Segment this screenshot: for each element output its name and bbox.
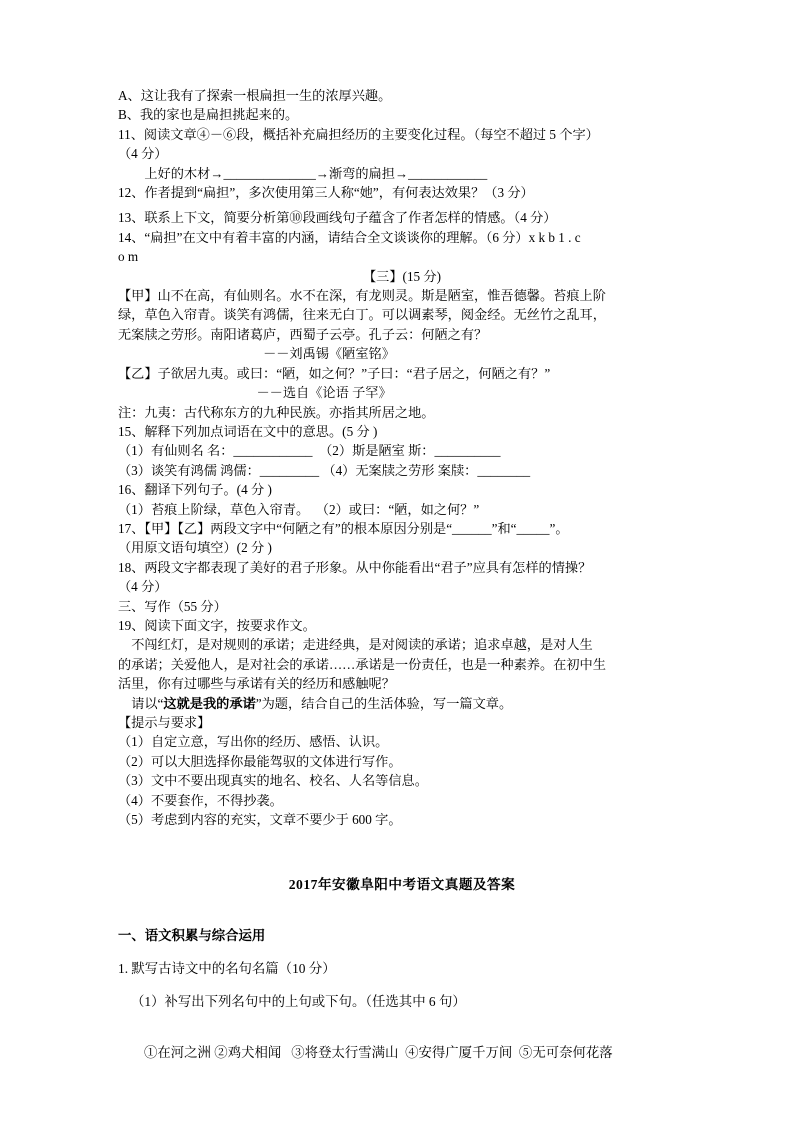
question-19: 19、阅读下面文字，按要求作文。 — [118, 617, 316, 633]
requirements-label: 【提示与要求】 — [118, 715, 211, 730]
question-16: 16、翻译下列句子。(4 分 ) — [118, 482, 272, 498]
question-18-points: （4 分） — [118, 579, 168, 595]
question-15-items-b: （3）谈笑有鸿儒 鸿儒：_________ （4）无案牍之劳形 案牍：________ — [118, 462, 531, 478]
question-11: 11、阅读文章④－⑥段，概括补充扁担经历的主要变化过程。（每空不超过 5 个字） — [118, 126, 599, 142]
answers-title: 2017年安徽阜阳中考语文真题及答案 — [288, 877, 516, 893]
spacer — [118, 946, 686, 958]
annotation-note: 注：九夷：古代称东方的九种民族。亦指其所居之地。 — [118, 404, 435, 420]
requirement-item: （1）自定立意，写出你的经历、感悟、认识。 — [118, 734, 389, 750]
question-13: 13、联系上下文，简要分析第⑩段画线句子蕴含了作者怎样的情感。（4 分） — [118, 210, 557, 226]
spacer — [118, 829, 686, 875]
writing-prompt-line: 不闯红灯，是对规则的承诺；走进经典，是对阅读的承诺；追求卓越，是对人生 — [118, 637, 593, 653]
question-15-items-a: （1）有仙则名 名：____________ （2）斯是陋室 斯：__________ — [118, 443, 501, 459]
question-15: 15、解释下列加点词语在文中的意思。(5 分 ) — [118, 423, 378, 439]
answer-question-1-items: ①在河之洲 ②鸡犬相闻 ③将登太行雪满山 ④安得广厦千万间 ⑤无可奈何花落 — [144, 1044, 613, 1060]
text-jia-attribution: －－刘禹锡《陋室铭》 — [118, 346, 395, 362]
question-14-cont: o m — [118, 249, 139, 265]
text-jia-line: 【甲】山不在高，有仙则名。水不在深，有龙则灵。斯是陋室，惟吾德馨。苔痕上阶 — [118, 288, 606, 304]
requirement-item: （5）考虑到内容的充实，文章不要少于 600 字。 — [118, 812, 402, 828]
text-yi-line: 【乙】子欲居九夷。或曰：“陋，如之何？”子曰：“君子居之，何陋之有？” — [118, 365, 551, 381]
paragraph-line: A、这让我有了探索一根扁担一生的浓厚兴趣。 — [118, 88, 392, 103]
question-18: 18、两段文字都表现了美好的君子形象。从中你能看出“君子”应具有怎样的情操？ — [118, 559, 592, 575]
writing-prompt-line: 活里，你有过哪些与承诺有关的经历和感触呢？ — [118, 676, 395, 692]
essay-title: 这就是我的承诺 — [163, 695, 256, 711]
answers-section-heading: 一、语文积累与综合运用 — [118, 927, 266, 943]
text-jia-line: 无案牍之劳形。南阳诸葛庐，西蜀子云亭。孔子云：何陋之有？ — [118, 326, 488, 342]
writing-topic-line: 请以“这就是我的承诺”为题，结合自己的生活体验，写一篇文章。 — [118, 695, 513, 711]
question-14: 14、“扁担”在文中有着丰富的内涵，请结合全文谈谈你的理解。（6 分）x k b 1 . c — [118, 229, 581, 245]
answer-question-1: 1. 默写古诗文中的名句名篇（10 分） — [118, 960, 336, 976]
question-16-items: （1）苔痕上阶绿，草色入帘青。 （2）或曰：“陋，如之何？” — [118, 501, 480, 517]
writing-prompt-line: 的承诺；关爱他人，是对社会的承诺……承诺是一份责任，也是一种素养。在初中生 — [118, 656, 606, 672]
answer-question-1-sub: （1）补写出下列名句中的上句或下句。（任选其中 6 句） — [131, 993, 466, 1009]
requirement-item: （3）文中不要出现真实的地名、校名、人名等信息。 — [118, 773, 428, 789]
text-yi-attribution: －－选自《论语 子罕》 — [118, 385, 392, 401]
requirement-item: （2）可以大胆选择你最能驾驭的文体进行写作。 — [118, 753, 402, 769]
spacer — [118, 895, 686, 925]
writing-section-heading: 三、写作（55 分） — [118, 598, 227, 614]
question-11-points: （4 分） — [118, 146, 168, 162]
question-17-note: （用原文语句填空）(2 分 ) — [118, 540, 272, 556]
question-12: 12、作者提到“扁担”，多次使用第三人称“她”，有何表达效果？（3 分） — [118, 185, 534, 201]
requirement-item: （4）不要套作，不得抄袭。 — [118, 792, 283, 808]
spacer — [118, 1012, 686, 1042]
spacer — [118, 979, 686, 991]
question-17: 17、【甲】【乙】两段文字中“何陋之有”的根本原因分别是“______”和“_____”。 — [118, 520, 569, 536]
paragraph-line: B、我的家也是扁担挑起来的。 — [118, 107, 299, 123]
question-11-blanks: 上好的木材→______________→渐弯的扁担→____________ — [118, 165, 488, 181]
section-three-heading: 【三】(15 分) — [362, 268, 442, 284]
text-jia-line: 绿，草色入帘青。谈笑有鸿儒，往来无白丁。可以调素琴，阅金经。无丝竹之乱耳， — [118, 307, 606, 323]
document-body — [118, 86, 686, 1063]
